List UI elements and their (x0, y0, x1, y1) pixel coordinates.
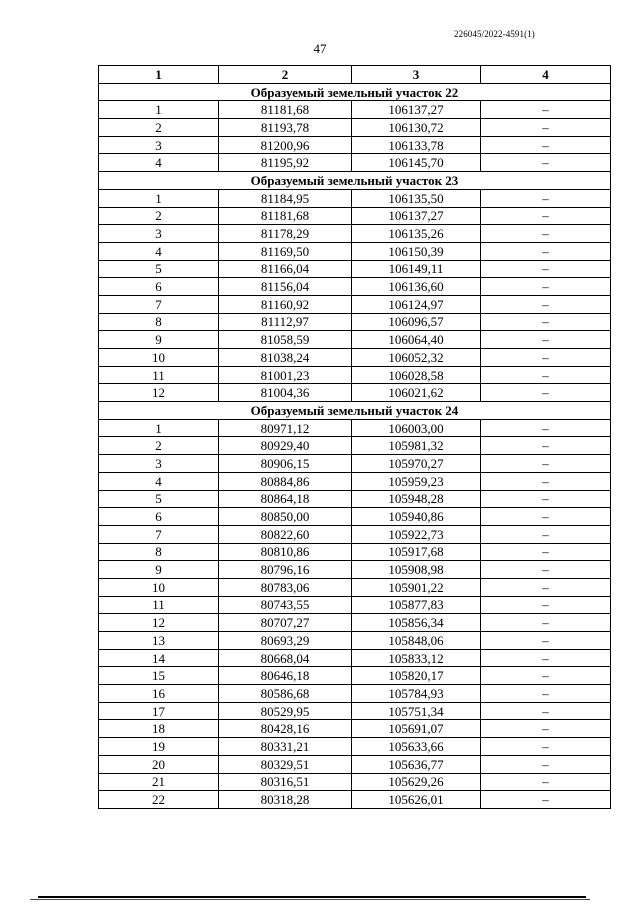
y-coordinate-cell: 105856,34 (352, 614, 481, 632)
table-row (99, 384, 611, 402)
section-row (99, 83, 611, 101)
table-row (99, 278, 611, 296)
table-row (99, 313, 611, 331)
coordinates-table-body (99, 66, 611, 809)
point-number-cell: 19 (99, 738, 219, 756)
table-row (99, 685, 611, 703)
table-row (99, 649, 611, 667)
y-coordinate-cell: 105784,93 (352, 685, 481, 703)
x-coordinate-cell: 80668,04 (219, 649, 352, 667)
x-coordinate-cell: 80646,18 (219, 667, 352, 685)
note-cell: – (481, 260, 611, 278)
table-row (99, 561, 611, 579)
note-cell: – (481, 313, 611, 331)
point-number-cell: 7 (99, 525, 219, 543)
x-coordinate-cell: 81181,68 (219, 101, 352, 119)
point-number-cell: 11 (99, 596, 219, 614)
note-cell: – (481, 437, 611, 455)
point-number-cell: 3 (99, 455, 219, 473)
point-number-cell: 2 (99, 437, 219, 455)
note-cell: – (481, 384, 611, 402)
y-coordinate-cell: 106028,58 (352, 366, 481, 384)
table-row (99, 525, 611, 543)
point-number-cell: 9 (99, 331, 219, 349)
table-row (99, 755, 611, 773)
point-number-cell: 5 (99, 260, 219, 278)
y-coordinate-cell: 105877,83 (352, 596, 481, 614)
note-cell: – (481, 207, 611, 225)
x-coordinate-cell: 80329,51 (219, 755, 352, 773)
x-coordinate-cell: 81166,04 (219, 260, 352, 278)
table-row (99, 295, 611, 313)
y-coordinate-cell: 106135,26 (352, 225, 481, 243)
point-number-cell: 21 (99, 773, 219, 791)
point-number-cell: 5 (99, 490, 219, 508)
y-coordinate-cell: 106145,70 (352, 154, 481, 172)
note-cell: – (481, 119, 611, 137)
x-coordinate-cell: 80693,29 (219, 632, 352, 650)
y-coordinate-cell: 105820,17 (352, 667, 481, 685)
point-number-cell: 17 (99, 702, 219, 720)
y-coordinate-cell: 105959,23 (352, 472, 481, 490)
table-row (99, 578, 611, 596)
point-number-cell: 22 (99, 791, 219, 809)
table-row (99, 472, 611, 490)
table-row (99, 632, 611, 650)
bottom-rule-secondary (30, 899, 590, 900)
y-coordinate-cell: 106064,40 (352, 331, 481, 349)
table-row (99, 136, 611, 154)
note-cell: – (481, 189, 611, 207)
note-cell: – (481, 773, 611, 791)
point-number-cell: 1 (99, 189, 219, 207)
point-number-cell: 16 (99, 685, 219, 703)
y-coordinate-cell: 105848,06 (352, 632, 481, 650)
table-row (99, 189, 611, 207)
note-cell: – (481, 685, 611, 703)
table-row (99, 260, 611, 278)
table-row (99, 614, 611, 632)
point-number-cell: 13 (99, 632, 219, 650)
note-cell: – (481, 738, 611, 756)
section-title: Образуемый земельный участок 24 (99, 402, 611, 420)
x-coordinate-cell: 80971,12 (219, 419, 352, 437)
y-coordinate-cell: 105901,22 (352, 578, 481, 596)
y-coordinate-cell: 106096,57 (352, 313, 481, 331)
table-row (99, 119, 611, 137)
x-coordinate-cell: 80318,28 (219, 791, 352, 809)
x-coordinate-cell: 80529,95 (219, 702, 352, 720)
y-coordinate-cell: 105917,68 (352, 543, 481, 561)
table-row (99, 419, 611, 437)
note-cell: – (481, 578, 611, 596)
note-cell: – (481, 543, 611, 561)
point-number-cell: 6 (99, 508, 219, 526)
y-coordinate-cell: 105908,98 (352, 561, 481, 579)
y-coordinate-cell: 105981,32 (352, 437, 481, 455)
table-row (99, 738, 611, 756)
x-coordinate-cell: 80864,18 (219, 490, 352, 508)
x-coordinate-cell: 81184,95 (219, 189, 352, 207)
y-coordinate-cell: 105948,28 (352, 490, 481, 508)
point-number-cell: 12 (99, 384, 219, 402)
point-number-cell: 7 (99, 295, 219, 313)
point-number-cell: 8 (99, 543, 219, 561)
point-number-cell: 1 (99, 101, 219, 119)
note-cell: – (481, 490, 611, 508)
table-row (99, 331, 611, 349)
column-header-3: 3 (352, 66, 481, 84)
column-header-4: 4 (481, 66, 611, 84)
point-number-cell: 4 (99, 242, 219, 260)
table-row (99, 101, 611, 119)
y-coordinate-cell: 106124,97 (352, 295, 481, 313)
point-number-cell: 20 (99, 755, 219, 773)
note-cell: – (481, 472, 611, 490)
y-coordinate-cell: 106136,60 (352, 278, 481, 296)
table-row (99, 508, 611, 526)
point-number-cell: 2 (99, 119, 219, 137)
page-number: 47 (313, 41, 327, 56)
point-number-cell: 2 (99, 207, 219, 225)
table-row (99, 225, 611, 243)
x-coordinate-cell: 81058,59 (219, 331, 352, 349)
note-cell: – (481, 225, 611, 243)
x-coordinate-cell: 81160,92 (219, 295, 352, 313)
y-coordinate-cell: 105970,27 (352, 455, 481, 473)
table-row (99, 366, 611, 384)
note-cell: – (481, 791, 611, 809)
section-title: Образуемый земельный участок 22 (99, 83, 611, 101)
x-coordinate-cell: 81200,96 (219, 136, 352, 154)
table-header-row (99, 66, 611, 84)
y-coordinate-cell: 105626,01 (352, 791, 481, 809)
note-cell: – (481, 101, 611, 119)
x-coordinate-cell: 81004,36 (219, 384, 352, 402)
table-row (99, 437, 611, 455)
table-row (99, 207, 611, 225)
x-coordinate-cell: 81193,78 (219, 119, 352, 137)
point-number-cell: 15 (99, 667, 219, 685)
x-coordinate-cell: 81178,29 (219, 225, 352, 243)
note-cell: – (481, 561, 611, 579)
y-coordinate-cell: 105636,77 (352, 755, 481, 773)
y-coordinate-cell: 106137,27 (352, 101, 481, 119)
column-header-1: 1 (99, 66, 219, 84)
note-cell: – (481, 596, 611, 614)
x-coordinate-cell: 80822,60 (219, 525, 352, 543)
table-row (99, 154, 611, 172)
x-coordinate-cell: 80707,27 (219, 614, 352, 632)
note-cell: – (481, 331, 611, 349)
note-cell: – (481, 649, 611, 667)
y-coordinate-cell: 106137,27 (352, 207, 481, 225)
point-number-cell: 18 (99, 720, 219, 738)
point-number-cell: 14 (99, 649, 219, 667)
x-coordinate-cell: 80586,68 (219, 685, 352, 703)
section-row (99, 172, 611, 190)
note-cell: – (481, 455, 611, 473)
x-coordinate-cell: 80810,86 (219, 543, 352, 561)
note-cell: – (481, 242, 611, 260)
y-coordinate-cell: 106150,39 (352, 242, 481, 260)
note-cell: – (481, 508, 611, 526)
y-coordinate-cell: 106135,50 (352, 189, 481, 207)
note-cell: – (481, 667, 611, 685)
point-number-cell: 4 (99, 472, 219, 490)
y-coordinate-cell: 105940,86 (352, 508, 481, 526)
x-coordinate-cell: 80783,06 (219, 578, 352, 596)
point-number-cell: 6 (99, 278, 219, 296)
y-coordinate-cell: 105629,26 (352, 773, 481, 791)
x-coordinate-cell: 81169,50 (219, 242, 352, 260)
document-id: 226045/2022-4591(1) (454, 29, 535, 39)
point-number-cell: 12 (99, 614, 219, 632)
note-cell: – (481, 755, 611, 773)
point-number-cell: 8 (99, 313, 219, 331)
x-coordinate-cell: 80850,00 (219, 508, 352, 526)
point-number-cell: 10 (99, 578, 219, 596)
x-coordinate-cell: 80929,40 (219, 437, 352, 455)
note-cell: – (481, 702, 611, 720)
table-row (99, 667, 611, 685)
table-row (99, 596, 611, 614)
section-row (99, 402, 611, 420)
y-coordinate-cell: 106130,72 (352, 119, 481, 137)
table-row (99, 543, 611, 561)
bottom-rule (38, 896, 586, 898)
note-cell: – (481, 366, 611, 384)
note-cell: – (481, 349, 611, 367)
y-coordinate-cell: 105691,07 (352, 720, 481, 738)
note-cell: – (481, 154, 611, 172)
y-coordinate-cell: 105633,66 (352, 738, 481, 756)
y-coordinate-cell: 105751,34 (352, 702, 481, 720)
x-coordinate-cell: 81038,24 (219, 349, 352, 367)
note-cell: – (481, 614, 611, 632)
point-number-cell: 3 (99, 136, 219, 154)
note-cell: – (481, 295, 611, 313)
x-coordinate-cell: 81195,92 (219, 154, 352, 172)
x-coordinate-cell: 80428,16 (219, 720, 352, 738)
y-coordinate-cell: 105922,73 (352, 525, 481, 543)
x-coordinate-cell: 80743,55 (219, 596, 352, 614)
table-row (99, 720, 611, 738)
x-coordinate-cell: 80906,15 (219, 455, 352, 473)
x-coordinate-cell: 81112,97 (219, 313, 352, 331)
x-coordinate-cell: 81001,23 (219, 366, 352, 384)
note-cell: – (481, 632, 611, 650)
table-row (99, 791, 611, 809)
y-coordinate-cell: 106052,32 (352, 349, 481, 367)
table-row (99, 349, 611, 367)
point-number-cell: 4 (99, 154, 219, 172)
x-coordinate-cell: 80316,51 (219, 773, 352, 791)
table-row (99, 702, 611, 720)
note-cell: – (481, 525, 611, 543)
point-number-cell: 3 (99, 225, 219, 243)
coordinates-table (98, 65, 611, 809)
y-coordinate-cell: 106021,62 (352, 384, 481, 402)
y-coordinate-cell: 105833,12 (352, 649, 481, 667)
x-coordinate-cell: 81156,04 (219, 278, 352, 296)
point-number-cell: 10 (99, 349, 219, 367)
table-row (99, 455, 611, 473)
point-number-cell: 11 (99, 366, 219, 384)
y-coordinate-cell: 106149,11 (352, 260, 481, 278)
section-title: Образуемый земельный участок 23 (99, 172, 611, 190)
x-coordinate-cell: 80884,86 (219, 472, 352, 490)
note-cell: – (481, 419, 611, 437)
point-number-cell: 9 (99, 561, 219, 579)
column-header-2: 2 (219, 66, 352, 84)
note-cell: – (481, 278, 611, 296)
y-coordinate-cell: 106003,00 (352, 419, 481, 437)
y-coordinate-cell: 106133,78 (352, 136, 481, 154)
x-coordinate-cell: 81181,68 (219, 207, 352, 225)
table-row (99, 490, 611, 508)
table-row (99, 773, 611, 791)
note-cell: – (481, 720, 611, 738)
table-row (99, 242, 611, 260)
point-number-cell: 1 (99, 419, 219, 437)
x-coordinate-cell: 80331,21 (219, 738, 352, 756)
note-cell: – (481, 136, 611, 154)
x-coordinate-cell: 80796,16 (219, 561, 352, 579)
